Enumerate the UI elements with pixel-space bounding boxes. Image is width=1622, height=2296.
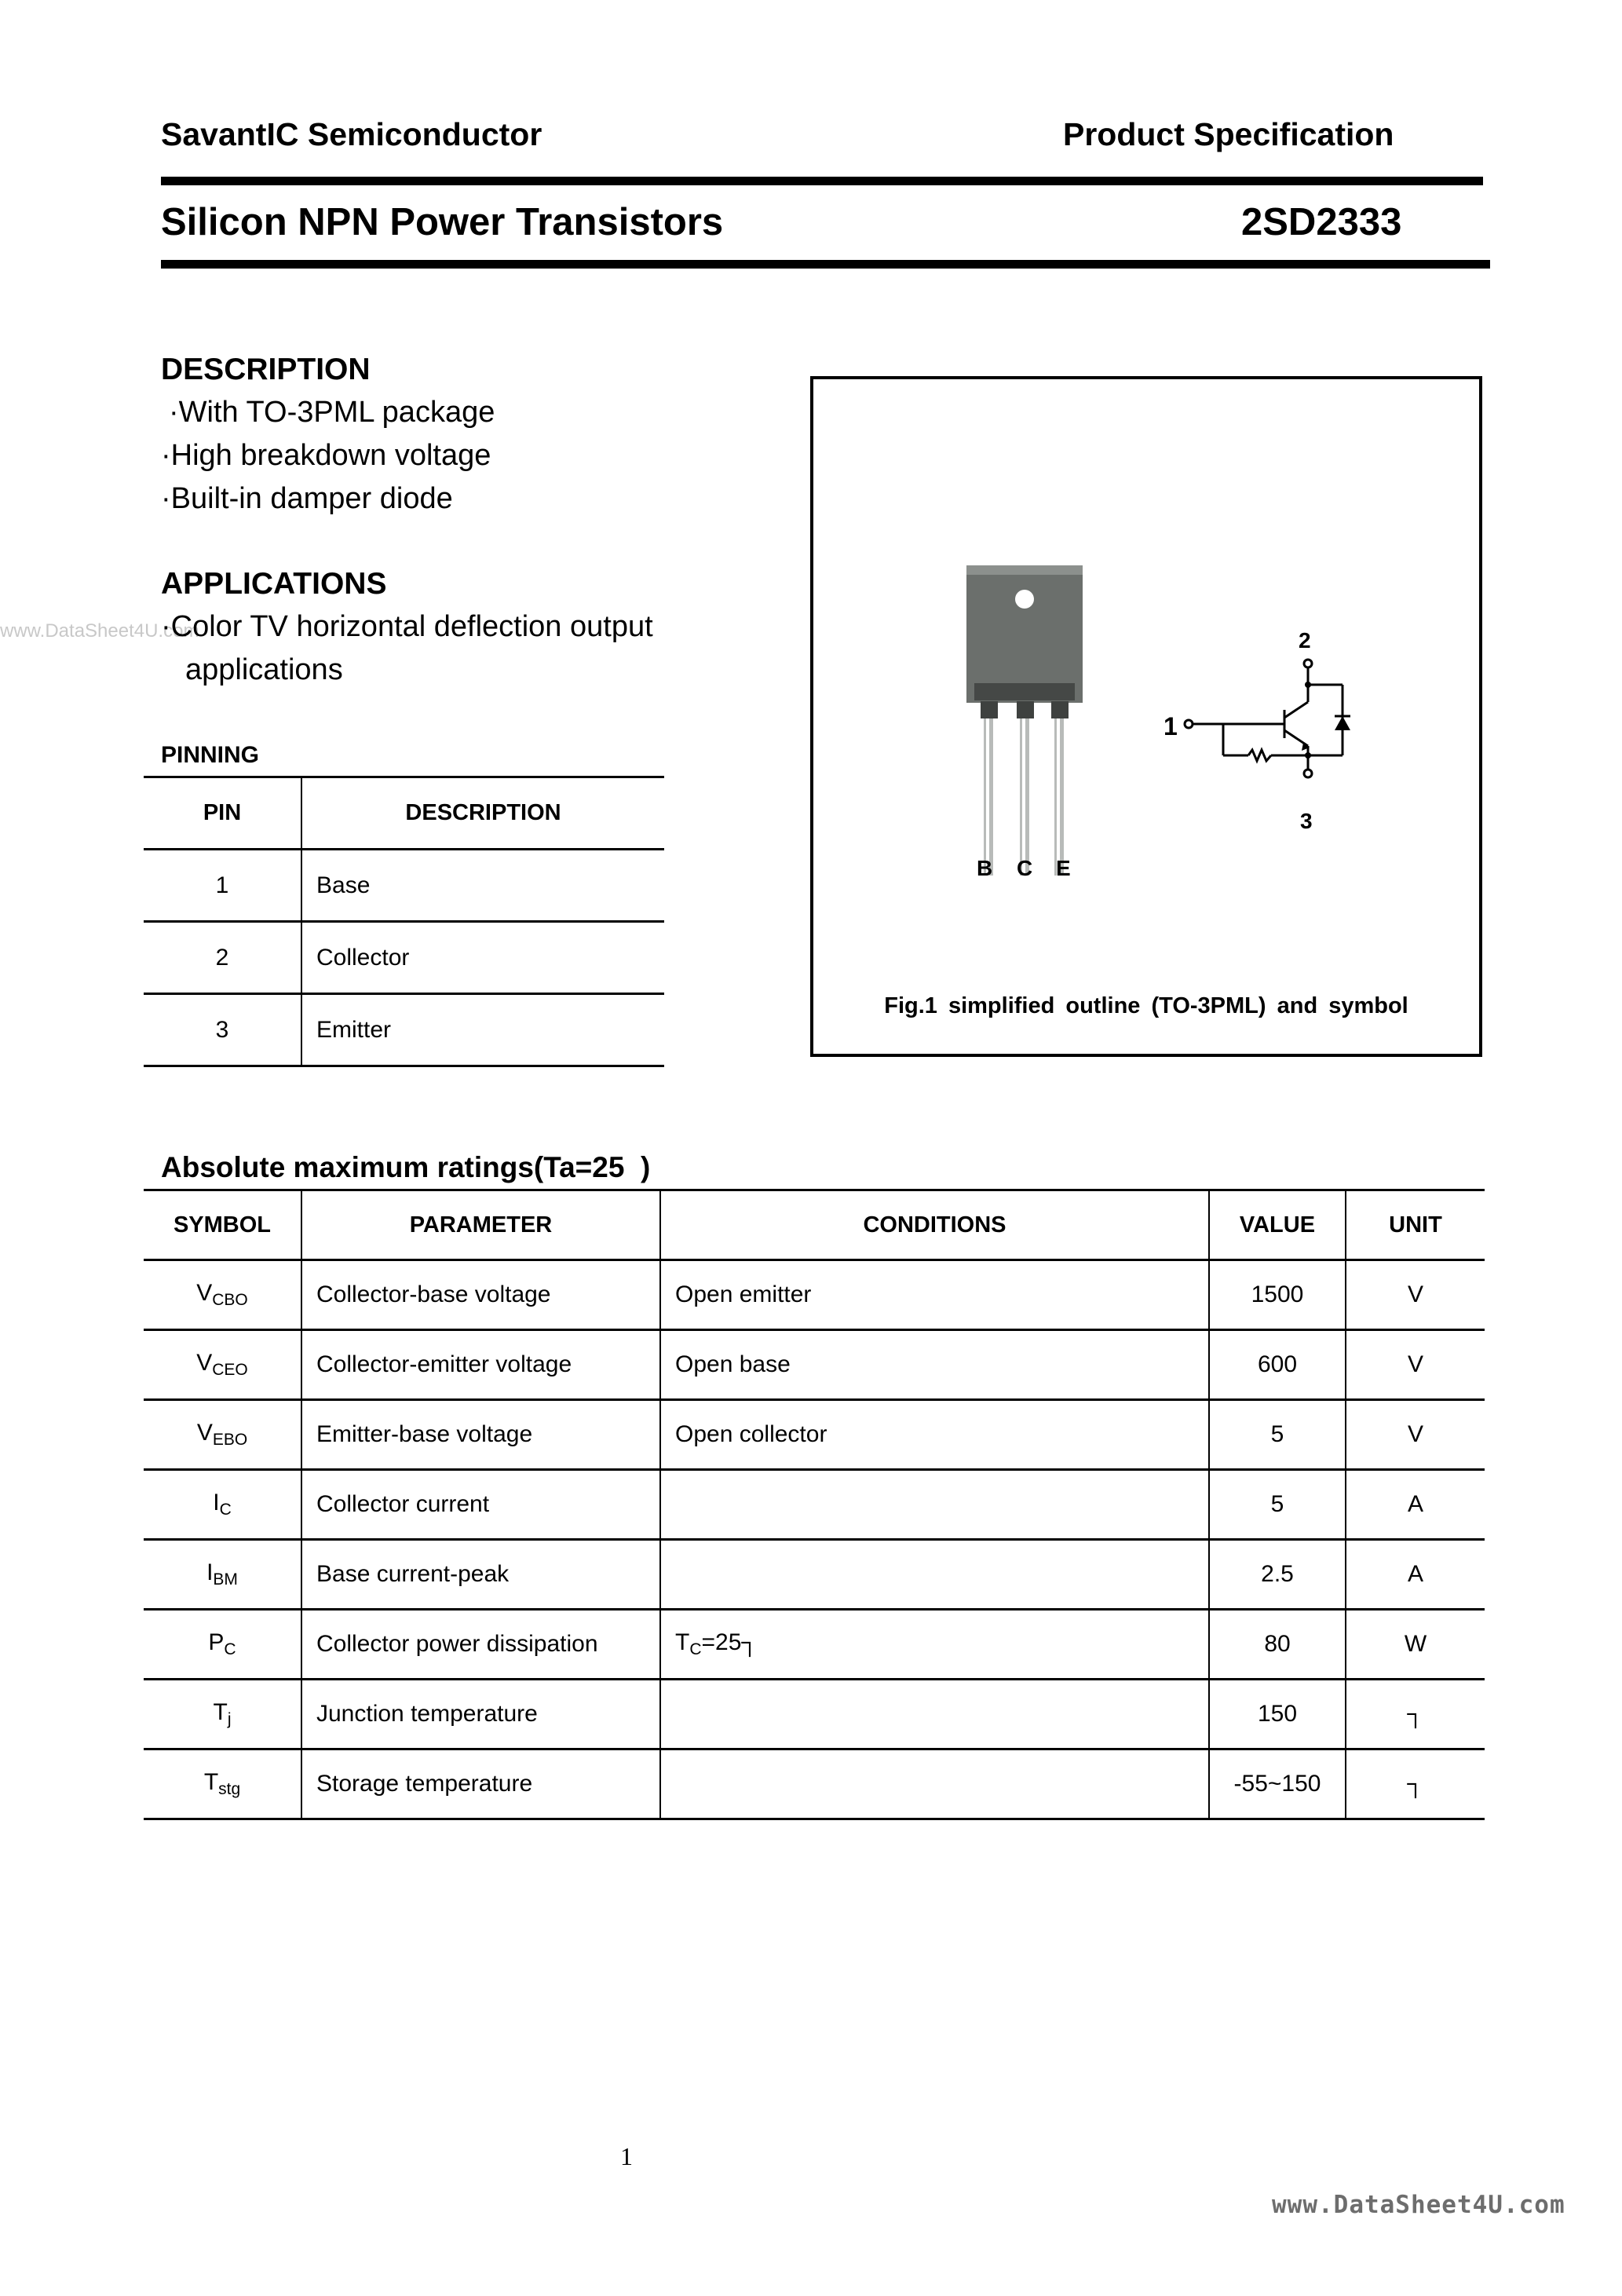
product-line: Silicon NPN Power Transistors [161,201,724,243]
symbol-main: V [196,1420,213,1446]
header-rule-top [161,177,1483,185]
description-bullet-2: ·High breakdown voltage [161,439,491,472]
symbol-cell [144,1610,301,1680]
applications-heading: APPLICATIONS [161,567,387,601]
symbol-cell [144,1680,301,1749]
symbol-cell [144,1260,301,1330]
pin-number: 2 [144,922,301,994]
transistor-symbol-image [1154,620,1366,848]
symbol-pin-2-label: 2 [1299,628,1311,653]
ratings-row [144,1610,1485,1680]
symbol-subscript: CBO [212,1291,248,1309]
symbol-subscript: j [227,1710,232,1728]
symbol-main: V [196,1280,213,1306]
parameter-cell: Collector current [301,1470,660,1540]
value-cell: 150 [1209,1680,1346,1749]
unit-cell: W [1346,1610,1485,1680]
symbol-subscript: C [224,1640,236,1658]
parameter-cell: Storage temperature [301,1749,660,1819]
pin-description: Base [301,850,664,922]
lead-label-c: C [1017,856,1033,880]
pin-description: Emitter [301,994,664,1066]
symbol-main: I [206,1559,214,1585]
pin-description: Collector [301,922,664,994]
description-bullet-1: ·With TO-3PML package [169,396,495,429]
symbol-pin-3-label: 3 [1300,809,1313,833]
unit-column-header: UNIT [1346,1190,1485,1260]
unit-cell: V [1346,1400,1485,1470]
symbol-main: T [213,1699,228,1725]
footer-watermark: www.DataSheet4U.com [1272,2191,1565,2219]
value-column-header: VALUE [1209,1190,1346,1260]
unit-cell: ┐ [1346,1680,1485,1749]
page-number: 1 [620,2142,633,2170]
applications-line-1: ·Color TV horizontal deflection output [161,610,653,643]
symbol-subscript: BM [213,1570,238,1589]
symbol-main: I [213,1490,220,1515]
symbol-cell [144,1330,301,1400]
symbol-subscript: EBO [212,1431,248,1449]
symbol-cell [144,1749,301,1819]
symbol-main: P [208,1629,225,1655]
conditions-cell [660,1470,1209,1540]
conditions-cell [660,1749,1209,1819]
unit-cell: A [1346,1540,1485,1610]
parameter-cell: Junction temperature [301,1680,660,1749]
parameter-cell: Base current-peak [301,1540,660,1610]
symbol-main: V [196,1350,213,1376]
condition-symbol: T [675,1629,690,1655]
ratings-heading: Absolute maximum ratings(Ta=25 ) [161,1151,651,1183]
ratings-row [144,1540,1485,1610]
value-cell: 80 [1209,1610,1346,1680]
unit-cell: A [1346,1470,1485,1540]
conditions-column-header: CONDITIONS [660,1190,1209,1260]
pinning-header-row [144,777,664,850]
value-cell: 5 [1209,1400,1346,1470]
pin-number: 3 [144,994,301,1066]
part-number: 2SD2333 [1241,201,1402,243]
symbol-subscript: stg [218,1780,241,1798]
conditions-cell: Open base [660,1330,1209,1400]
conditions-cell: Open emitter [660,1260,1209,1330]
figure-caption: Fig.1 simplified outline (TO-3PML) and symbol [884,993,1408,1018]
conditions-cell [660,1540,1209,1610]
pinning-row [144,922,664,994]
pinning-row [144,994,664,1066]
value-cell: 600 [1209,1330,1346,1400]
unit-cell: V [1346,1330,1485,1400]
symbol-cell [144,1470,301,1540]
parameter-cell: Collector-emitter voltage [301,1330,660,1400]
conditions-cell: Open collector [660,1400,1209,1470]
package-outline-image [954,554,1111,891]
conditions-cell [660,1610,1209,1680]
symbol-subscript: CEO [212,1361,248,1379]
header-rule-bottom [161,260,1490,269]
doc-type: Product Specification [1063,116,1394,152]
applications-line-2: applications [185,653,343,686]
value-cell: 1500 [1209,1260,1346,1330]
description-heading: DESCRIPTION [161,353,371,386]
unit-cell: V [1346,1260,1485,1330]
pinning-row [144,850,664,922]
symbol-column-header: SYMBOL [144,1190,301,1260]
parameter-cell: Collector power dissipation [301,1610,660,1680]
description-column-header: DESCRIPTION [301,777,664,850]
value-cell: 2.5 [1209,1540,1346,1610]
pin-number: 1 [144,850,301,922]
side-watermark: www.DataSheet4U.com [0,620,199,642]
pinning-heading: PINNING [161,742,260,768]
lead-label-b: B [977,856,993,880]
ratings-row [144,1330,1485,1400]
ratings-row [144,1470,1485,1540]
parameter-cell: Emitter-base voltage [301,1400,660,1470]
ratings-header-row [144,1190,1485,1260]
parameter-column-header: PARAMETER [301,1190,660,1260]
unit-cell: ┐ [1346,1749,1485,1819]
figure-box [810,376,1482,1057]
ratings-row [144,1400,1485,1470]
symbol-cell [144,1400,301,1470]
condition-value: =25┐ [701,1629,758,1655]
conditions-cell [660,1680,1209,1749]
value-cell: -55~150 [1209,1749,1346,1819]
pinning-table [144,776,664,1067]
ratings-table [144,1189,1485,1820]
symbol-main: T [203,1769,219,1795]
symbol-cell [144,1540,301,1610]
description-bullet-3: ·Built-in damper diode [161,482,453,515]
company-name: SavantIC Semiconductor [161,116,542,152]
symbol-pin-1-label: 1 [1164,712,1178,740]
ratings-row [144,1680,1485,1749]
parameter-cell: Collector-base voltage [301,1260,660,1330]
ratings-row [144,1749,1485,1819]
pin-column-header: PIN [144,777,301,850]
ratings-row [144,1260,1485,1330]
lead-label-e: E [1056,856,1071,880]
symbol-subscript: C [219,1501,232,1519]
value-cell: 5 [1209,1470,1346,1540]
condition-subscript: C [689,1640,702,1658]
